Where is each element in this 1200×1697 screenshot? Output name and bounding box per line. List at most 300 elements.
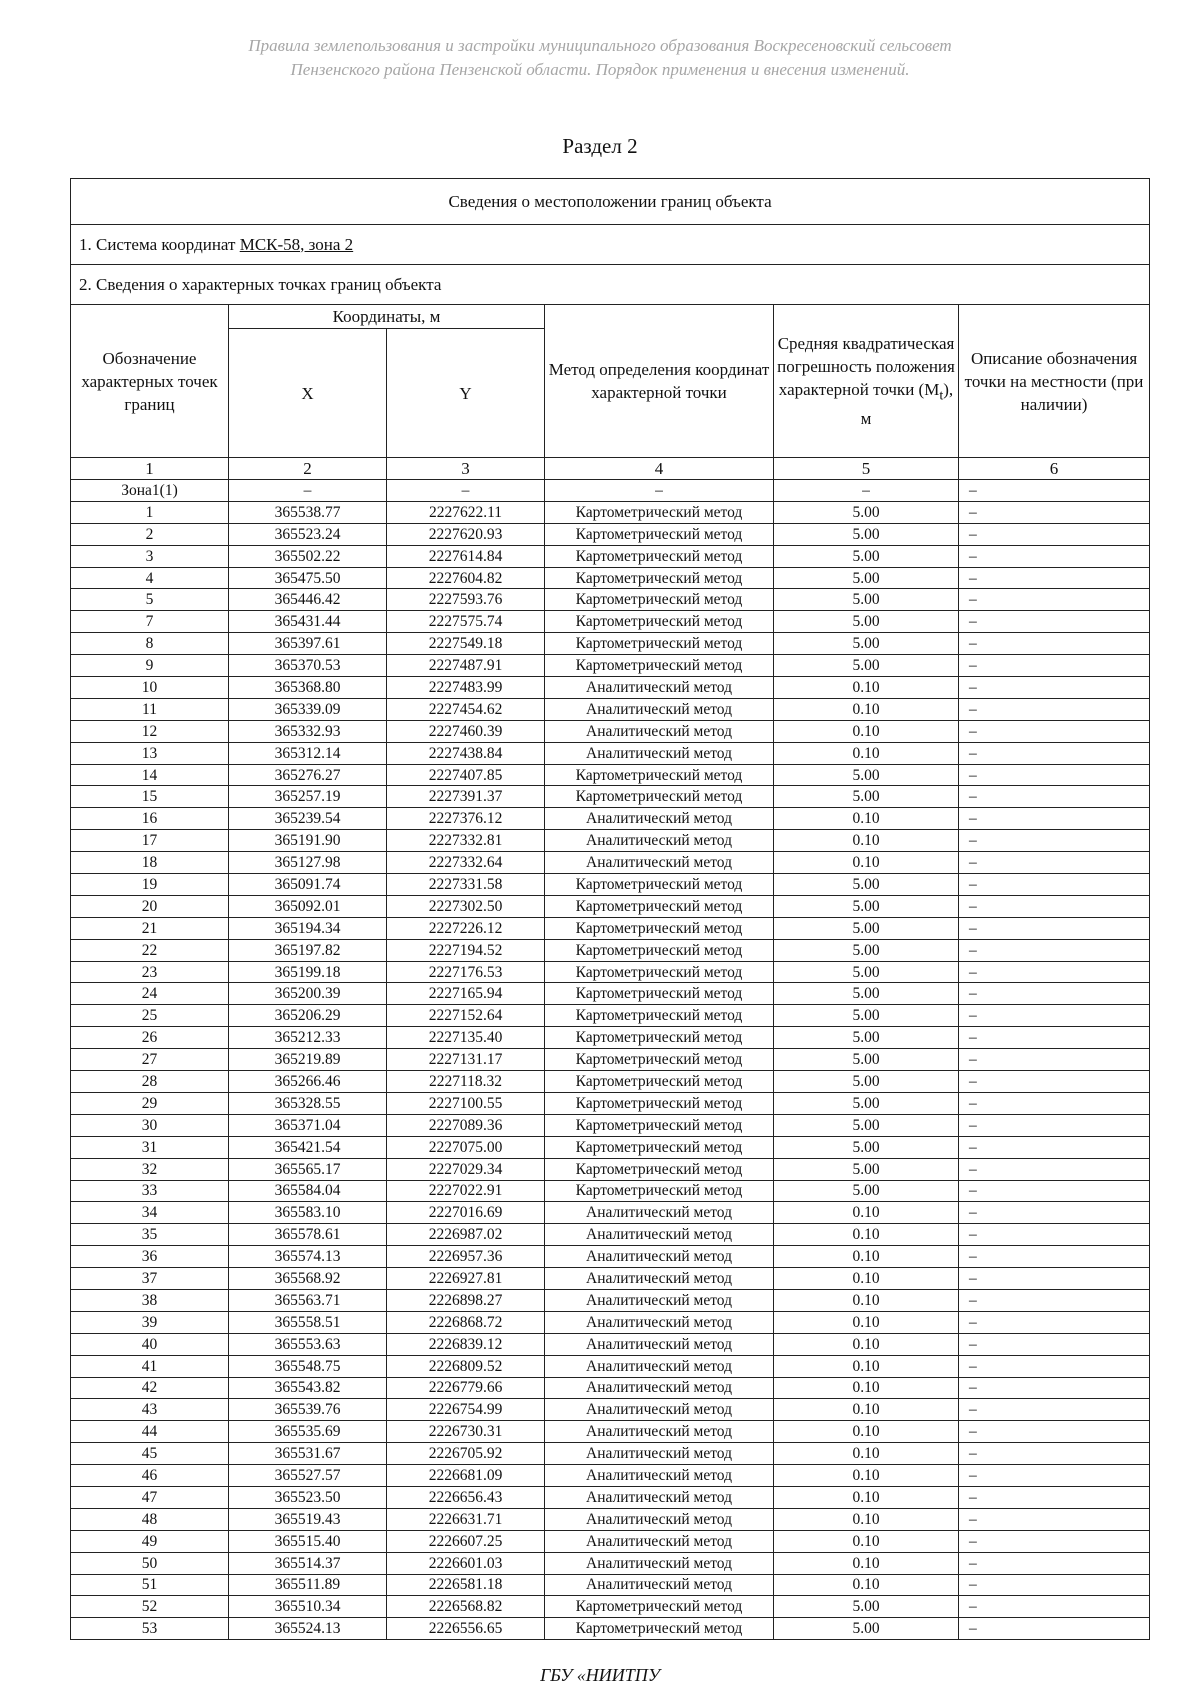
table-row — [71, 1333, 1150, 1355]
method: Картометрический метод — [545, 961, 774, 983]
method: Аналитический метод — [545, 1311, 774, 1333]
table-row — [71, 1508, 1150, 1530]
point-number: 16 — [71, 808, 229, 830]
method: Картометрический метод — [545, 764, 774, 786]
coord-x: 365563.71 — [229, 1289, 387, 1311]
table-row — [71, 1596, 1150, 1618]
method: Картометрический метод — [545, 567, 774, 589]
table-row — [71, 1289, 1150, 1311]
point-number: 31 — [71, 1136, 229, 1158]
zone-cell: – — [545, 480, 774, 502]
error-value: 0.10 — [774, 1465, 959, 1487]
coord-y: 2227226.12 — [387, 917, 545, 939]
point-number: 7 — [71, 611, 229, 633]
error-value: 5.00 — [774, 1114, 959, 1136]
table-row — [71, 1005, 1150, 1027]
coord-y: 2227089.36 — [387, 1114, 545, 1136]
coord-y: 2227165.94 — [387, 983, 545, 1005]
table-row — [71, 611, 1150, 633]
point-number: 49 — [71, 1530, 229, 1552]
coord-x: 365266.46 — [229, 1071, 387, 1093]
method: Аналитический метод — [545, 1465, 774, 1487]
table-row — [71, 1136, 1150, 1158]
table-row — [71, 1552, 1150, 1574]
column-number: 1 — [71, 458, 229, 480]
error-value: 5.00 — [774, 1618, 959, 1640]
method: Картометрический метод — [545, 895, 774, 917]
point-number: 34 — [71, 1202, 229, 1224]
description: – — [959, 589, 1150, 611]
method: Картометрический метод — [545, 545, 774, 567]
coord-y: 2226898.27 — [387, 1289, 545, 1311]
coord-y: 2227620.93 — [387, 523, 545, 545]
description: – — [959, 698, 1150, 720]
zone-cell: – — [774, 480, 959, 502]
table-row — [71, 1158, 1150, 1180]
table-row — [71, 1246, 1150, 1268]
coord-x: 365421.54 — [229, 1136, 387, 1158]
coord-x: 365539.76 — [229, 1399, 387, 1421]
point-number: 33 — [71, 1180, 229, 1202]
description: – — [959, 1158, 1150, 1180]
coord-y: 2227549.18 — [387, 633, 545, 655]
coord-x: 365574.13 — [229, 1246, 387, 1268]
method: Картометрический метод — [545, 1618, 774, 1640]
coord-y: 2226581.18 — [387, 1574, 545, 1596]
coord-y: 2227487.91 — [387, 655, 545, 677]
table-row — [71, 1465, 1150, 1487]
error-value: 0.10 — [774, 1333, 959, 1355]
coord-x: 365510.34 — [229, 1596, 387, 1618]
coord-y: 2227622.11 — [387, 501, 545, 523]
coord-x: 365584.04 — [229, 1180, 387, 1202]
description: – — [959, 501, 1150, 523]
description: – — [959, 1618, 1150, 1640]
table-row — [71, 501, 1150, 523]
coord-x: 365553.63 — [229, 1333, 387, 1355]
description: – — [959, 1421, 1150, 1443]
table-row — [71, 852, 1150, 874]
method: Картометрический метод — [545, 939, 774, 961]
description: – — [959, 1246, 1150, 1268]
column-number: 3 — [387, 458, 545, 480]
coord-x: 365578.61 — [229, 1224, 387, 1246]
coord-y: 2227100.55 — [387, 1092, 545, 1114]
description: – — [959, 852, 1150, 874]
point-number: 27 — [71, 1049, 229, 1071]
point-number: 41 — [71, 1355, 229, 1377]
description: – — [959, 1092, 1150, 1114]
description: – — [959, 1333, 1150, 1355]
error-value: 5.00 — [774, 764, 959, 786]
point-number: 36 — [71, 1246, 229, 1268]
error-value: 5.00 — [774, 1005, 959, 1027]
point-number: 51 — [71, 1574, 229, 1596]
point-number: 35 — [71, 1224, 229, 1246]
method: Аналитический метод — [545, 1246, 774, 1268]
column-number: 2 — [229, 458, 387, 480]
point-number: 52 — [71, 1596, 229, 1618]
table-row — [71, 961, 1150, 983]
coord-x: 365565.17 — [229, 1158, 387, 1180]
table-row — [71, 830, 1150, 852]
coord-x: 365219.89 — [229, 1049, 387, 1071]
table-row — [71, 1377, 1150, 1399]
description: – — [959, 1355, 1150, 1377]
method: Аналитический метод — [545, 1508, 774, 1530]
coord-y: 2226556.65 — [387, 1618, 545, 1640]
point-number: 42 — [71, 1377, 229, 1399]
point-number: 12 — [71, 720, 229, 742]
error-value: 5.00 — [774, 895, 959, 917]
table-row — [71, 764, 1150, 786]
coord-x: 365548.75 — [229, 1355, 387, 1377]
error-value: 5.00 — [774, 1136, 959, 1158]
error-value: 5.00 — [774, 917, 959, 939]
error-value: 0.10 — [774, 1268, 959, 1290]
error-value: 5.00 — [774, 501, 959, 523]
table-row — [71, 633, 1150, 655]
coord-x: 365370.53 — [229, 655, 387, 677]
table-row — [71, 1092, 1150, 1114]
table-row — [71, 939, 1150, 961]
error-value: 5.00 — [774, 786, 959, 808]
coord-y: 2226754.99 — [387, 1399, 545, 1421]
point-number: 48 — [71, 1508, 229, 1530]
coord-x: 365257.19 — [229, 786, 387, 808]
point-number: 1 — [71, 501, 229, 523]
description: – — [959, 1268, 1150, 1290]
error-value: 5.00 — [774, 633, 959, 655]
coord-x: 365446.42 — [229, 589, 387, 611]
description: – — [959, 1465, 1150, 1487]
table-row — [71, 1180, 1150, 1202]
coord-y: 2227376.12 — [387, 808, 545, 830]
method: Аналитический метод — [545, 677, 774, 699]
error-value: 5.00 — [774, 567, 959, 589]
table-row — [71, 1027, 1150, 1049]
coord-y: 2226656.43 — [387, 1486, 545, 1508]
table-row — [71, 589, 1150, 611]
description: – — [959, 1377, 1150, 1399]
zone-cell: – — [229, 480, 387, 502]
description: – — [959, 1114, 1150, 1136]
coord-y: 2227029.34 — [387, 1158, 545, 1180]
method: Аналитический метод — [545, 1289, 774, 1311]
coord-y: 2227016.69 — [387, 1202, 545, 1224]
error-value: 5.00 — [774, 961, 959, 983]
method: Аналитический метод — [545, 1421, 774, 1443]
point-number: 29 — [71, 1092, 229, 1114]
table-title: Сведения о местоположении границ объекта — [71, 179, 1150, 225]
method: Картометрический метод — [545, 1136, 774, 1158]
description: – — [959, 830, 1150, 852]
point-number: 37 — [71, 1268, 229, 1290]
point-number: 11 — [71, 698, 229, 720]
point-number: 9 — [71, 655, 229, 677]
method: Аналитический метод — [545, 1399, 774, 1421]
point-number: 50 — [71, 1552, 229, 1574]
coord-y: 2227407.85 — [387, 764, 545, 786]
description: – — [959, 1574, 1150, 1596]
coord-y: 2227176.53 — [387, 961, 545, 983]
coord-x: 365515.40 — [229, 1530, 387, 1552]
description: – — [959, 1071, 1150, 1093]
coord-x: 365199.18 — [229, 961, 387, 983]
table-row — [71, 1049, 1150, 1071]
coord-y: 2227075.00 — [387, 1136, 545, 1158]
point-number: 23 — [71, 961, 229, 983]
error-value: 5.00 — [774, 939, 959, 961]
method: Картометрический метод — [545, 1180, 774, 1202]
method: Аналитический метод — [545, 852, 774, 874]
table-row — [71, 523, 1150, 545]
point-number: 10 — [71, 677, 229, 699]
coord-y: 2226705.92 — [387, 1443, 545, 1465]
method: Аналитический метод — [545, 1333, 774, 1355]
coord-y: 2226601.03 — [387, 1552, 545, 1574]
coord-y: 2226987.02 — [387, 1224, 545, 1246]
point-number: 30 — [71, 1114, 229, 1136]
method: Аналитический метод — [545, 720, 774, 742]
description: – — [959, 1224, 1150, 1246]
coord-y: 2227454.62 — [387, 698, 545, 720]
method: Картометрический метод — [545, 786, 774, 808]
header-error-tail: ), м — [860, 379, 954, 429]
coord-y: 2227483.99 — [387, 677, 545, 699]
method: Картометрический метод — [545, 874, 774, 896]
table-row — [71, 1421, 1150, 1443]
description: – — [959, 567, 1150, 589]
point-number: 46 — [71, 1465, 229, 1487]
coord-x: 365523.24 — [229, 523, 387, 545]
coord-x: 365328.55 — [229, 1092, 387, 1114]
header-method: Метод определения координат характерной точки — [545, 305, 774, 458]
section-title: Раздел 2 — [562, 134, 638, 158]
method: Аналитический метод — [545, 1443, 774, 1465]
table-row — [71, 1268, 1150, 1290]
coord-x: 365194.34 — [229, 917, 387, 939]
method: Картометрический метод — [545, 1027, 774, 1049]
coord-y: 2226957.36 — [387, 1246, 545, 1268]
method: Картометрический метод — [545, 523, 774, 545]
point-number: 43 — [71, 1399, 229, 1421]
error-value: 0.10 — [774, 1202, 959, 1224]
description: – — [959, 611, 1150, 633]
table-row — [71, 677, 1150, 699]
description: – — [959, 523, 1150, 545]
coord-x: 365523.50 — [229, 1486, 387, 1508]
coord-x: 365197.82 — [229, 939, 387, 961]
coord-x: 365538.77 — [229, 501, 387, 523]
coord-y: 2227604.82 — [387, 567, 545, 589]
table-row — [71, 1311, 1150, 1333]
description: – — [959, 1027, 1150, 1049]
zone-row — [71, 480, 1150, 502]
error-value: 5.00 — [774, 1071, 959, 1093]
coord-x: 365339.09 — [229, 698, 387, 720]
point-number: 14 — [71, 764, 229, 786]
coord-x: 365368.80 — [229, 677, 387, 699]
point-number: 5 — [71, 589, 229, 611]
header-point-designation: Обозначение характерных точек границ — [71, 305, 229, 458]
description: – — [959, 895, 1150, 917]
method: Аналитический метод — [545, 1486, 774, 1508]
description: – — [959, 1180, 1150, 1202]
point-number: 32 — [71, 1158, 229, 1180]
table-row — [71, 698, 1150, 720]
page-footer: ГБУ «НИИТПУ — [540, 1665, 660, 1685]
coord-y: 2227022.91 — [387, 1180, 545, 1202]
coord-x: 365502.22 — [229, 545, 387, 567]
error-value: 5.00 — [774, 1049, 959, 1071]
description: – — [959, 874, 1150, 896]
point-number: 3 — [71, 545, 229, 567]
error-value: 0.10 — [774, 852, 959, 874]
description: – — [959, 545, 1150, 567]
table-row — [71, 1114, 1150, 1136]
coord-x: 365531.67 — [229, 1443, 387, 1465]
method: Аналитический метод — [545, 698, 774, 720]
table-row — [71, 1224, 1150, 1246]
coord-y: 2227438.84 — [387, 742, 545, 764]
table-row — [71, 1071, 1150, 1093]
coord-x: 365558.51 — [229, 1311, 387, 1333]
description: – — [959, 786, 1150, 808]
error-value: 5.00 — [774, 523, 959, 545]
coord-x: 365091.74 — [229, 874, 387, 896]
table-row — [71, 1530, 1150, 1552]
point-number: 39 — [71, 1311, 229, 1333]
coordinate-system-row — [71, 225, 1150, 265]
description: – — [959, 1486, 1150, 1508]
method: Картометрический метод — [545, 633, 774, 655]
coord-y: 2226779.66 — [387, 1377, 545, 1399]
coord-x: 365332.93 — [229, 720, 387, 742]
description: – — [959, 961, 1150, 983]
coordinate-system-label: 1. Система координат — [79, 234, 240, 254]
method: Картометрический метод — [545, 611, 774, 633]
coord-x: 365092.01 — [229, 895, 387, 917]
method: Картометрический метод — [545, 1005, 774, 1027]
point-number: 25 — [71, 1005, 229, 1027]
method: Картометрический метод — [545, 983, 774, 1005]
method: Аналитический метод — [545, 1530, 774, 1552]
coord-y: 2227332.64 — [387, 852, 545, 874]
description: – — [959, 1049, 1150, 1071]
description: – — [959, 939, 1150, 961]
error-value: 0.10 — [774, 1311, 959, 1333]
method: Картометрический метод — [545, 501, 774, 523]
error-value: 5.00 — [774, 983, 959, 1005]
error-value: 0.10 — [774, 1508, 959, 1530]
table-row — [71, 567, 1150, 589]
description: – — [959, 655, 1150, 677]
method: Картометрический метод — [545, 1158, 774, 1180]
coordinate-system-value: МСК-58, зона 2 — [239, 234, 354, 254]
coord-y: 2226730.31 — [387, 1421, 545, 1443]
error-value: 5.00 — [774, 1596, 959, 1618]
coord-x: 365535.69 — [229, 1421, 387, 1443]
coord-y: 2226681.09 — [387, 1465, 545, 1487]
error-value: 0.10 — [774, 808, 959, 830]
table-row — [71, 545, 1150, 567]
point-number: 2 — [71, 523, 229, 545]
error-value: 0.10 — [774, 1246, 959, 1268]
method: Картометрический метод — [545, 917, 774, 939]
error-value: 5.00 — [774, 1092, 959, 1114]
coord-y: 2227194.52 — [387, 939, 545, 961]
coord-x: 365239.54 — [229, 808, 387, 830]
method: Картометрический метод — [545, 1596, 774, 1618]
point-number: 44 — [71, 1421, 229, 1443]
coord-y: 2227131.17 — [387, 1049, 545, 1071]
point-number: 28 — [71, 1071, 229, 1093]
table-row — [71, 808, 1150, 830]
description: – — [959, 677, 1150, 699]
table-row — [71, 655, 1150, 677]
method: Картометрический метод — [545, 1114, 774, 1136]
coord-x: 365475.50 — [229, 567, 387, 589]
coord-x: 365371.04 — [229, 1114, 387, 1136]
table-row — [71, 1355, 1150, 1377]
coord-x: 365524.13 — [229, 1618, 387, 1640]
table-row — [71, 874, 1150, 896]
coord-y: 2227118.32 — [387, 1071, 545, 1093]
table-row — [71, 895, 1150, 917]
point-number: 26 — [71, 1027, 229, 1049]
method: Аналитический метод — [545, 1202, 774, 1224]
coord-y: 2227460.39 — [387, 720, 545, 742]
coord-x: 365431.44 — [229, 611, 387, 633]
page-header-line-1: Правила землепользования и застройки муниципального образования Воскресеновский сельсовет — [248, 36, 952, 55]
error-value: 0.10 — [774, 1224, 959, 1246]
error-value: 0.10 — [774, 1289, 959, 1311]
header-error-sub: t — [939, 387, 944, 404]
table-row — [71, 742, 1150, 764]
coord-x: 365543.82 — [229, 1377, 387, 1399]
coord-x: 365276.27 — [229, 764, 387, 786]
coord-y: 2226607.25 — [387, 1530, 545, 1552]
description: – — [959, 1596, 1150, 1618]
method: Аналитический метод — [545, 1224, 774, 1246]
table-row — [71, 917, 1150, 939]
description: – — [959, 1311, 1150, 1333]
point-number: 38 — [71, 1289, 229, 1311]
table-row — [71, 1574, 1150, 1596]
table-row — [71, 1486, 1150, 1508]
point-number: 20 — [71, 895, 229, 917]
error-value: 0.10 — [774, 1399, 959, 1421]
coord-x: 365200.39 — [229, 983, 387, 1005]
table-row — [71, 786, 1150, 808]
description: – — [959, 1530, 1150, 1552]
description: – — [959, 764, 1150, 786]
coord-y: 2227391.37 — [387, 786, 545, 808]
description: – — [959, 1443, 1150, 1465]
coord-y: 2226568.82 — [387, 1596, 545, 1618]
coord-x: 365568.92 — [229, 1268, 387, 1290]
point-number: 22 — [71, 939, 229, 961]
zone-label: Зона1(1) — [71, 480, 229, 502]
header-error — [774, 305, 959, 458]
coord-y: 2227575.74 — [387, 611, 545, 633]
table-row — [71, 720, 1150, 742]
error-value: 0.10 — [774, 677, 959, 699]
table-row — [71, 1202, 1150, 1224]
point-number: 13 — [71, 742, 229, 764]
coord-y: 2226631.71 — [387, 1508, 545, 1530]
